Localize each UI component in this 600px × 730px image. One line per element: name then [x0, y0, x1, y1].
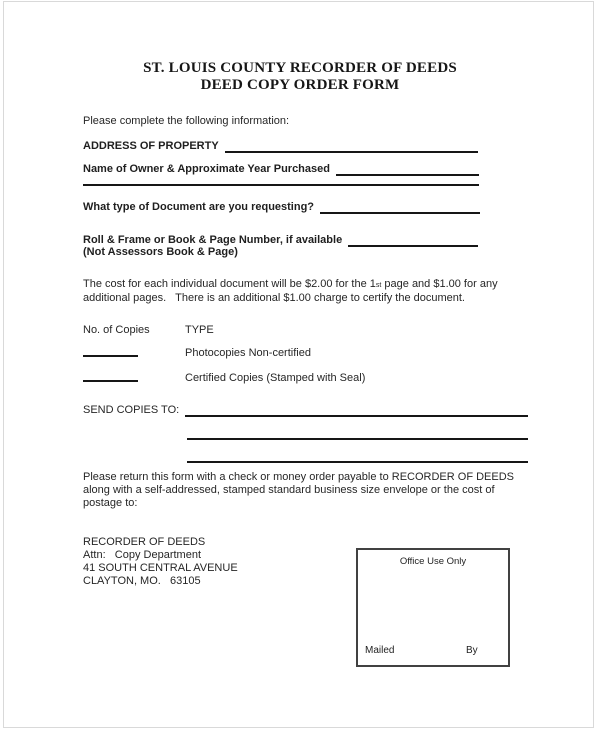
document-type-label: What type of Document are you requesting? [83, 201, 315, 213]
copies-count-blank-1 [83, 355, 138, 357]
owner-year-continuation-line [83, 184, 479, 186]
mailing-address-line1: RECORDER OF DEEDS [83, 536, 206, 548]
copies-count-blank-2 [83, 380, 138, 382]
form-title-line2: DEED COPY ORDER FORM [200, 77, 400, 93]
intro-text: Please complete the following information: [83, 115, 290, 127]
office-use-mailed-label: Mailed [365, 645, 395, 656]
send-copies-row [83, 403, 528, 417]
send-copies-blank-line-2 [187, 438, 528, 440]
document-type-row [83, 200, 480, 214]
copies-type-photocopies: Photocopies Non-certified [185, 347, 311, 359]
mailing-address-line4: CLAYTON, MO. 63105 [83, 575, 201, 587]
send-copies-label: SEND COPIES TO: [83, 404, 180, 416]
roll-frame-label: Roll & Frame or Book & Page Number, if available [83, 234, 343, 246]
address-of-property-label: ADDRESS OF PROPERTY [83, 140, 219, 152]
send-copies-blank-line-3 [187, 461, 528, 463]
copies-type-certified: Certified Copies (Stamped with Seal) [185, 372, 366, 384]
owner-year-label: Name of Owner & Approximate Year Purchased [83, 163, 330, 175]
document-type-blank-line [320, 200, 480, 214]
roll-frame-note: (Not Assessors Book & Page) [83, 246, 238, 258]
return-instructions [83, 471, 514, 510]
roll-frame-blank-line [348, 233, 478, 247]
office-use-by-label: By [466, 645, 478, 656]
copies-col1-header: No. of Copies [83, 324, 150, 336]
cost-paragraph [83, 278, 498, 305]
owner-year-blank-line [336, 162, 479, 176]
cost-line1: The cost for each individual document will be $2.00 for the 1st page and $1.00 for any [83, 278, 498, 290]
return-instructions-line3: postage to: [83, 497, 138, 509]
address-of-property-blank-line [225, 139, 478, 153]
ordinal-st: st [375, 282, 382, 289]
return-instructions-line2: along with a self-addressed, stamped standard business size envelope or the cost of [83, 484, 495, 496]
mailing-address-line2: Attn: Copy Department [83, 549, 201, 561]
send-copies-blank-line-1 [185, 403, 528, 417]
mailing-address-block [83, 536, 238, 588]
copies-col2-header: TYPE [185, 324, 214, 336]
owner-year-row [83, 162, 479, 176]
return-instructions-line1: Please return this form with a check or money order payable to RECORDER OF DEEDS [83, 471, 514, 483]
office-use-box [356, 548, 510, 667]
address-of-property-row [83, 139, 478, 153]
office-use-box-title: Office Use Only [399, 556, 467, 567]
mailing-address-line3: 41 SOUTH CENTRAL AVENUE [83, 562, 238, 574]
cost-line2: additional pages. There is an additional $1.00 charge to certify the document. [83, 292, 465, 304]
form-title-line1: ST. LOUIS COUNTY RECORDER OF DEEDS [143, 60, 457, 76]
roll-frame-row [83, 233, 478, 247]
